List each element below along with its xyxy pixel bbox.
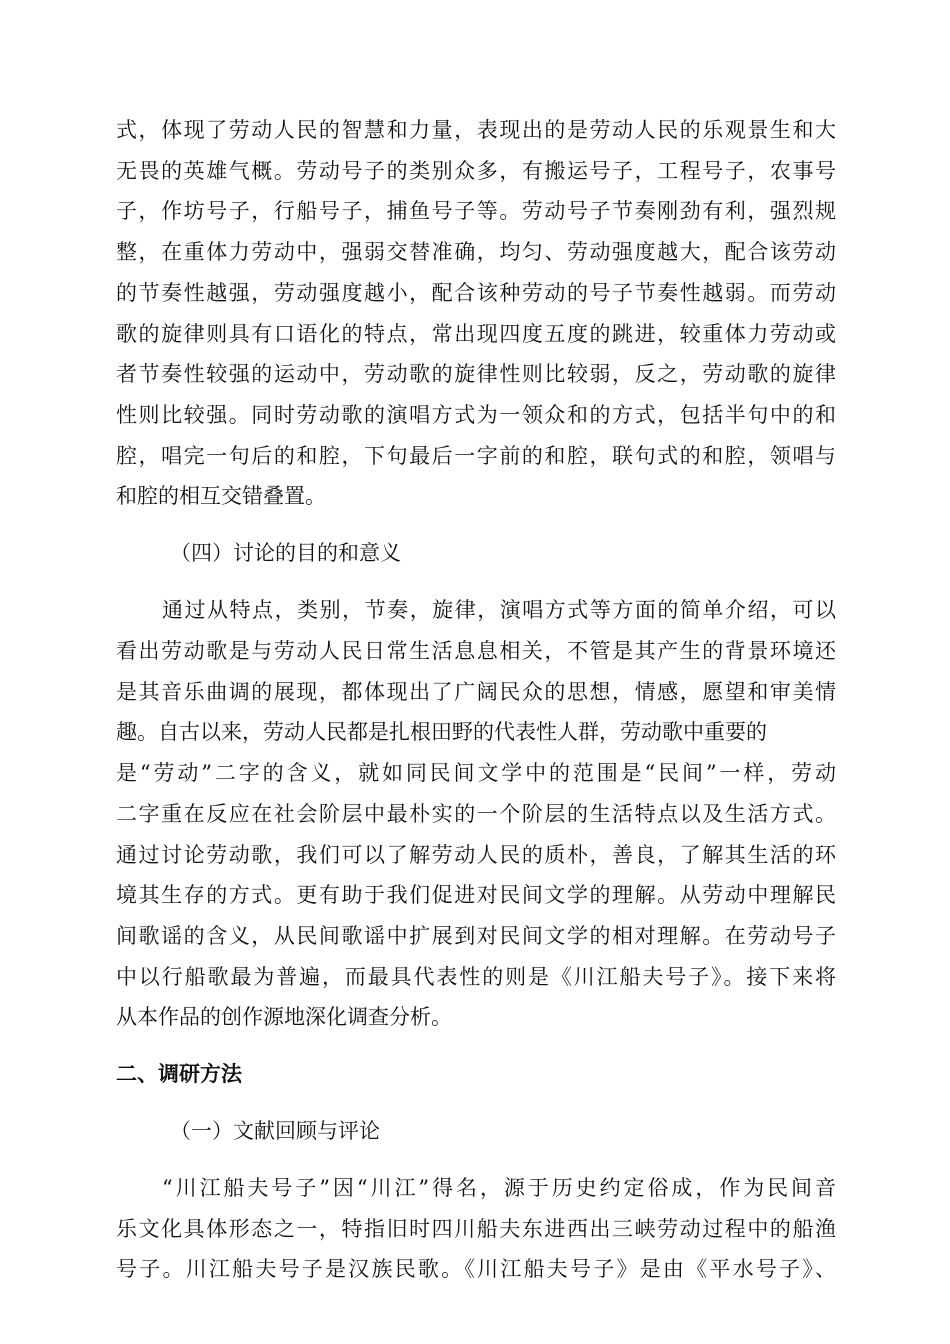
paragraph-2-line-4: 趣。自古以来，劳动人民都是扎根田野的代表性人群，劳动歌中重要的: [116, 720, 767, 744]
subheading-purpose-significance: （四）讨论的目的和意义: [170, 541, 401, 565]
paragraph-2-line-3: 是其音乐曲调的展现，都体现出了广阔民众的思想，情感，愿望和审美情: [116, 680, 836, 704]
paragraph-1-line-5: 的节奏性越强，劳动强度越小，配合该种劳动的号子节奏性越弱。而劳动: [116, 281, 836, 305]
paragraph-3-line-1: “川江船夫号子”因“川江”得名，源于历史约定俗成，作为民间音: [162, 1176, 836, 1200]
paragraph-2-line-6: 二字重在反应在社会阶层中最朴实的一个阶层的生活特点以及生活方式。: [116, 802, 836, 826]
paragraph-2-line-8: 境其生存的方式。更有助于我们促进对民间文学的理解。从劳动中理解民: [116, 883, 836, 907]
paragraph-2-line-1: 通过从特点，类别，节奏，旋律，演唱方式等方面的简单介绍，可以: [162, 598, 836, 622]
paragraph-2-line-2: 看出劳动歌是与劳动人民日常生活息息相关，不管是其产生的背景环境还: [116, 639, 836, 663]
paragraph-3-line-2: 乐文化具体形态之一，特指旧时四川船夫东进西出三峡劳动过程中的船渔: [116, 1217, 836, 1241]
paragraph-2-line-9: 间歌谣的含义，从民间歌谣中扩展到对民间文学的相对理解。在劳动号子: [116, 924, 836, 948]
paragraph-2-line-7: 通过讨论劳动歌，我们可以了解劳动人民的质朴，善良，了解其生活的环: [116, 843, 836, 867]
paragraph-2-line-11: 从本作品的创作源地深化调查分析。: [116, 1005, 452, 1029]
paragraph-1-line-4: 整，在重体力劳动中，强弱交替准确，均匀、劳动强度越大，配合该劳动: [116, 240, 836, 264]
paragraph-1-line-8: 性则比较强。同时劳动歌的演唱方式为一领众和的方式，包括半句中的和: [116, 403, 836, 427]
paragraph-2-line-10: 中以行船歌最为普遍，而最具代表性的则是《川江船夫号子》。接下来将: [116, 965, 836, 989]
paragraph-1-line-10: 和腔的相互交错叠置。: [116, 484, 326, 508]
paragraph-1-line-1: 式，体现了劳动人民的智慧和力量，表现出的是劳动人民的乐观景生和大: [116, 118, 836, 142]
section-heading-research-methods: 二、调研方法: [116, 1061, 242, 1086]
paragraph-2-line-5: 是“劳动”二字的含义，就如同民间文学中的范围是“民间”一样，劳动: [116, 761, 836, 785]
paragraph-1-line-3: 子，作坊号子，行船号子，捕鱼号子等。劳动号子节奏刚劲有利，强烈规: [116, 199, 836, 223]
paragraph-1-line-6: 歌的旋律则具有口语化的特点，常出现四度五度的跳进，较重体力劳动或: [116, 322, 836, 346]
paragraph-1-line-9: 腔，唱完一句后的和腔，下句最后一字前的和腔，联句式的和腔，领唱与: [116, 444, 836, 468]
paragraph-1-line-2: 无畏的英雄气概。劳动号子的类别众多，有搬运号子，工程号子，农事号: [116, 159, 836, 183]
paragraph-3-line-3: 号子。川江船夫号子是汉族民歌。《川江船夫号子》是由《平水号子》、: [116, 1257, 836, 1281]
subheading-literature-review: （一）文献回顾与评论: [170, 1119, 380, 1143]
paragraph-1-line-7: 者节奏性较强的运动中，劳动歌的旋律性则比较弱，反之，劳动歌的旋律: [116, 362, 836, 386]
